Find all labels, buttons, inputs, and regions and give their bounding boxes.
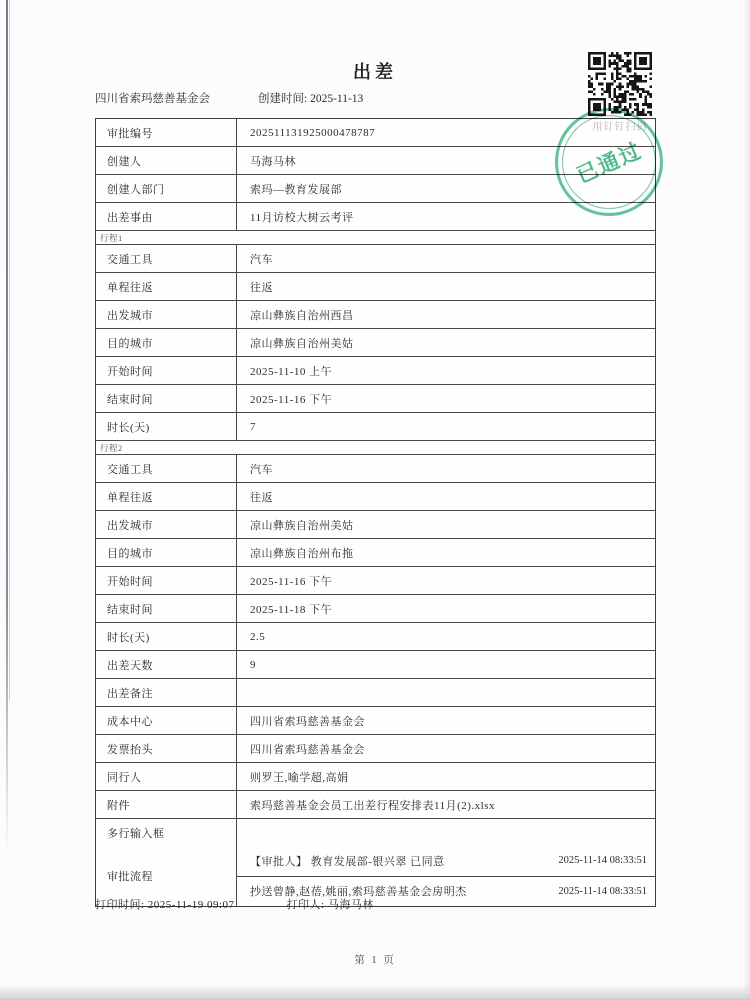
field-value [237, 679, 655, 706]
form-row [96, 679, 655, 707]
field-label: 单程往返 [96, 483, 237, 510]
form-row [96, 735, 655, 763]
field-value: 则罗王,喻学超,高娟 [250, 771, 349, 784]
form-row [96, 791, 655, 819]
trip-section-label: 行程2 [100, 442, 123, 453]
field-value: 往返 [250, 281, 273, 294]
approval-step [237, 846, 655, 877]
field-label: 时长(天) [96, 413, 237, 440]
field-label: 结束时间 [96, 595, 237, 622]
field-label: 附件 [96, 791, 237, 818]
scan-page-edge-line [6, 0, 8, 855]
form-row [96, 385, 655, 413]
field-value: 2025-11-10 上午 [250, 365, 333, 378]
qr-code [588, 52, 652, 116]
trip-section-label: 行程1 [100, 232, 123, 243]
field-label: 开始时间 [96, 567, 237, 594]
field-label: 交通工具 [96, 245, 237, 272]
scan-page-edge-line-2 [9, 0, 10, 700]
field-label: 出差备注 [96, 679, 237, 706]
field-value: 四川省索玛慈善基金会 [250, 715, 365, 728]
stamp-text: 已通过 [573, 138, 646, 188]
field-label: 创建人部门 [96, 175, 237, 202]
field-label: 单程往返 [96, 273, 237, 300]
form-row [96, 147, 655, 175]
form-row [96, 651, 655, 679]
document-header [95, 90, 565, 106]
form-row [96, 413, 655, 441]
form-rows [96, 119, 655, 846]
form-row [96, 595, 655, 623]
field-label: 审批编号 [96, 119, 237, 146]
form-row [96, 511, 655, 539]
trip-section-header [96, 231, 655, 245]
approval-step-time: 2025-11-14 08:33:51 [558, 855, 647, 867]
field-value: 7 [250, 420, 256, 433]
field-label: 出发城市 [96, 301, 237, 328]
form-row [96, 357, 655, 385]
field-value: 索玛慈善基金会员工出差行程安排表11月(2).xlsx [250, 799, 496, 812]
field-label: 出差事由 [96, 203, 237, 230]
field-value: 凉山彝族自治州布拖 [250, 547, 354, 560]
approval-step-text: 【审批人】 教育发展部-银兴翠 已同意 [250, 855, 445, 868]
field-value: 汽车 [250, 463, 273, 476]
scan-page-bottom-shadow [0, 984, 750, 1000]
field-value: 四川省索玛慈善基金会 [250, 743, 365, 756]
form-row [96, 119, 655, 147]
field-label: 时长(天) [96, 623, 237, 650]
field-value: 202511131925000478787 [250, 126, 376, 139]
form-table [95, 118, 656, 907]
form-row [96, 329, 655, 357]
page-title: 出差 [353, 62, 397, 82]
form-row [96, 175, 655, 203]
field-label: 交通工具 [96, 455, 237, 482]
form-row [96, 203, 655, 231]
created-time: 创建时间: 2025-11-13 [258, 93, 364, 105]
field-value: 马海马林 [250, 155, 296, 168]
field-label: 发票抬头 [96, 735, 237, 762]
field-value: 汽车 [250, 253, 273, 266]
field-label: 创建人 [96, 147, 237, 174]
field-label: 目的城市 [96, 539, 237, 566]
field-value: 9 [250, 658, 256, 671]
field-label: 多行输入框 [96, 819, 237, 846]
organization-name: 四川省索玛慈善基金会 [95, 93, 210, 105]
approval-step-text: 抄送曾静,赵蓓,姚丽,索玛慈善基金会房明杰 [250, 886, 467, 899]
field-value: 11月访校大树云考评 [250, 211, 354, 224]
form-row [96, 567, 655, 595]
form-row [96, 707, 655, 735]
field-label: 出发城市 [96, 511, 237, 538]
field-label: 结束时间 [96, 385, 237, 412]
form-row [96, 273, 655, 301]
form-row [96, 455, 655, 483]
scan-page-right-shadow [742, 0, 750, 1000]
field-label: 出差天数 [96, 651, 237, 678]
field-value: 往返 [250, 491, 273, 504]
form-row [96, 539, 655, 567]
field-value: 2025-11-16 下午 [250, 393, 333, 406]
field-label: 成本中心 [96, 707, 237, 734]
form-row [96, 623, 655, 651]
field-label: 目的城市 [96, 329, 237, 356]
trip-section-header [96, 441, 655, 455]
page-number: 第 1 页 [354, 955, 396, 966]
field-value: 2.5 [250, 630, 266, 643]
field-value: 2025-11-16 下午 [250, 575, 333, 588]
field-value: 2025-11-18 下午 [250, 603, 333, 616]
field-value: 凉山彝族自治州美姑 [250, 519, 354, 532]
form-row [96, 819, 655, 846]
field-label: 开始时间 [96, 357, 237, 384]
field-value: 凉山彝族自治州美姑 [250, 337, 354, 350]
approval-step-time: 2025-11-14 08:33:51 [558, 885, 647, 897]
print-time: 打印时间: 2025-11-19 09:07 [95, 899, 235, 911]
form-row [96, 245, 655, 273]
field-label: 同行人 [96, 763, 237, 790]
field-label: 审批流程 [96, 846, 237, 906]
print-person: 打印人: 马海马林 [286, 899, 374, 911]
field-value [237, 819, 655, 846]
form-row [96, 763, 655, 791]
form-row [96, 301, 655, 329]
field-value: 索玛—教育发展部 [250, 183, 342, 196]
field-value: 凉山彝族自治州西昌 [250, 309, 354, 322]
form-row [96, 483, 655, 511]
print-footer [95, 896, 374, 912]
